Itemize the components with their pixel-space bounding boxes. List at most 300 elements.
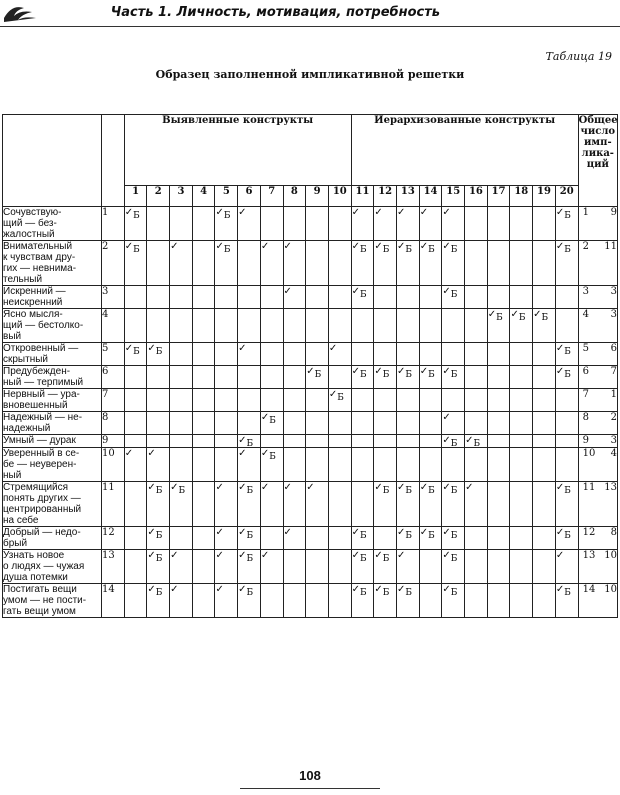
b-mark: Б bbox=[473, 439, 481, 449]
grid-cell bbox=[351, 584, 374, 618]
grid-cell bbox=[351, 482, 374, 527]
check-mark-icon: ✓ bbox=[306, 482, 315, 493]
grid-cell bbox=[147, 389, 170, 412]
grid-cell bbox=[487, 366, 510, 389]
grid-cell bbox=[238, 412, 261, 435]
grid-cell bbox=[397, 207, 420, 241]
grid-cell bbox=[192, 527, 215, 550]
grid-cell bbox=[306, 389, 329, 412]
row-index-repeat: 9 bbox=[582, 435, 589, 446]
row-total: 3 bbox=[610, 435, 617, 446]
b-mark: Б bbox=[564, 588, 571, 598]
total-implications-header bbox=[578, 115, 617, 207]
check-mark-icon: ✓ bbox=[260, 241, 270, 252]
header-rule bbox=[0, 26, 620, 27]
grid-cell bbox=[306, 366, 329, 389]
grid-cell bbox=[306, 550, 329, 584]
grid-cell bbox=[306, 309, 329, 343]
column-number: 19 bbox=[533, 186, 556, 207]
grid-cell bbox=[328, 412, 351, 435]
grid-cell bbox=[374, 389, 397, 412]
total-implications-value bbox=[578, 286, 617, 309]
b-mark: Б bbox=[314, 370, 322, 380]
table-row bbox=[3, 389, 618, 412]
row-index-repeat: 12 bbox=[582, 527, 596, 538]
b-mark: Б bbox=[178, 486, 186, 496]
grid-cell bbox=[510, 309, 533, 343]
grid-cell bbox=[442, 207, 465, 241]
row-total: 13 bbox=[604, 482, 617, 493]
grid-cell bbox=[170, 448, 193, 482]
check-mark-icon: ✓ bbox=[397, 584, 406, 595]
construct-label: Предубежден- ный — терпимый bbox=[3, 366, 102, 389]
check-mark-icon: ✓ bbox=[555, 550, 565, 561]
grid-cell bbox=[419, 207, 442, 241]
grid-cell bbox=[283, 527, 306, 550]
grid-cell bbox=[147, 286, 170, 309]
grid-cell bbox=[283, 448, 306, 482]
grid-cell bbox=[124, 286, 147, 309]
check-mark-icon: ✓ bbox=[238, 343, 247, 354]
grid-cell bbox=[124, 207, 147, 241]
grid-cell bbox=[283, 550, 306, 584]
check-mark-icon: ✓ bbox=[419, 482, 429, 493]
b-mark: Б bbox=[269, 452, 276, 462]
grid-cell bbox=[351, 389, 374, 412]
construct-label: Уверенный в се- бе — неуверен- ный bbox=[3, 448, 102, 482]
b-mark: Б bbox=[382, 370, 390, 380]
b-mark: Б bbox=[133, 211, 140, 221]
grid-cell bbox=[397, 412, 420, 435]
b-mark: Б bbox=[428, 531, 435, 541]
grid-cell bbox=[487, 550, 510, 584]
grid-cell bbox=[351, 241, 374, 286]
check-mark-icon: ✓ bbox=[351, 207, 361, 218]
grid-cell bbox=[124, 309, 147, 343]
b-mark: Б bbox=[246, 531, 254, 541]
grid-cell bbox=[215, 286, 238, 309]
total-implications-value bbox=[578, 366, 617, 389]
table-number-label: Таблица 19 bbox=[545, 50, 612, 63]
construct-index: 6 bbox=[102, 366, 125, 389]
grid-cell bbox=[215, 343, 238, 366]
check-mark-icon: ✓ bbox=[397, 366, 406, 377]
group-revealed-constructs: Выявленные конструкты bbox=[124, 115, 351, 186]
grid-cell bbox=[215, 435, 238, 448]
construct-index: 5 bbox=[102, 343, 125, 366]
grid-cell bbox=[465, 207, 488, 241]
grid-cell bbox=[147, 412, 170, 435]
grid-cell bbox=[238, 435, 261, 448]
grid-cell bbox=[465, 309, 488, 343]
grid-cell bbox=[192, 482, 215, 527]
total-implications-value bbox=[578, 482, 617, 527]
check-mark-icon: ✓ bbox=[170, 241, 179, 252]
check-mark-icon: ✓ bbox=[374, 550, 383, 561]
grid-cell bbox=[351, 286, 374, 309]
grid-cell bbox=[215, 241, 238, 286]
row-total: 1 bbox=[610, 389, 617, 400]
check-mark-icon: ✓ bbox=[283, 527, 292, 538]
check-mark-icon: ✓ bbox=[170, 584, 179, 595]
grid-cell bbox=[351, 366, 374, 389]
b-mark: Б bbox=[155, 486, 163, 496]
column-number: 14 bbox=[419, 186, 442, 207]
check-mark-icon: ✓ bbox=[328, 343, 338, 354]
column-number: 11 bbox=[351, 186, 374, 207]
check-mark-icon: ✓ bbox=[419, 241, 429, 252]
grid-cell bbox=[328, 527, 351, 550]
running-header-title: Часть 1. Личность, мотивация, потребность bbox=[110, 5, 440, 20]
grid-cell bbox=[533, 343, 556, 366]
grid-cell bbox=[397, 389, 420, 412]
b-mark: Б bbox=[246, 588, 254, 598]
check-mark-icon: ✓ bbox=[260, 412, 270, 423]
check-mark-icon: ✓ bbox=[238, 550, 247, 561]
grid-cell bbox=[419, 482, 442, 527]
grid-cell bbox=[419, 412, 442, 435]
grid-cell bbox=[215, 309, 238, 343]
b-mark: Б bbox=[428, 370, 435, 380]
check-mark-icon: ✓ bbox=[442, 550, 451, 561]
total-implications-value bbox=[578, 435, 617, 448]
grid-cell bbox=[555, 207, 578, 241]
check-mark-icon: ✓ bbox=[351, 584, 361, 595]
grid-cell bbox=[283, 366, 306, 389]
grid-cell bbox=[170, 550, 193, 584]
grid-cell bbox=[487, 482, 510, 527]
grid-cell bbox=[260, 584, 283, 618]
construct-label: Ясно мысля- щий — бестолко- вый bbox=[3, 309, 102, 343]
total-implications-value bbox=[578, 207, 617, 241]
grid-cell bbox=[260, 286, 283, 309]
total-implications-value bbox=[578, 448, 617, 482]
b-mark: Б bbox=[496, 313, 503, 323]
grid-cell bbox=[306, 584, 329, 618]
column-number: 3 bbox=[170, 186, 193, 207]
grid-cell bbox=[555, 482, 578, 527]
check-mark-icon: ✓ bbox=[351, 550, 361, 561]
construct-index: 8 bbox=[102, 412, 125, 435]
row-total: 6 bbox=[610, 343, 617, 354]
grid-cell bbox=[170, 366, 193, 389]
grid-cell bbox=[306, 286, 329, 309]
implicative-grid-table bbox=[2, 114, 618, 618]
b-mark: Б bbox=[155, 531, 163, 541]
grid-cell bbox=[374, 435, 397, 448]
grid-cell bbox=[442, 389, 465, 412]
total-implications-value bbox=[578, 584, 617, 618]
grid-cell bbox=[374, 366, 397, 389]
grid-cell bbox=[170, 309, 193, 343]
grid-cell bbox=[533, 241, 556, 286]
check-mark-icon: ✓ bbox=[374, 584, 383, 595]
grid-cell bbox=[465, 366, 488, 389]
grid-cell bbox=[555, 584, 578, 618]
grid-cell bbox=[283, 482, 306, 527]
table-row bbox=[3, 286, 618, 309]
column-number: 9 bbox=[306, 186, 329, 207]
grid-cell bbox=[465, 527, 488, 550]
grid-cell bbox=[442, 412, 465, 435]
construct-label: Стремящийся понять других — центрированный на себе bbox=[3, 482, 102, 527]
total-header-line: число bbox=[580, 126, 616, 137]
grid-cell bbox=[238, 550, 261, 584]
grid-cell bbox=[419, 584, 442, 618]
grid-cell bbox=[260, 343, 283, 366]
check-mark-icon: ✓ bbox=[555, 207, 565, 218]
check-mark-icon: ✓ bbox=[147, 343, 156, 354]
column-number: 13 bbox=[397, 186, 420, 207]
grid-cell bbox=[124, 366, 147, 389]
check-mark-icon: ✓ bbox=[442, 241, 451, 252]
check-mark-icon: ✓ bbox=[124, 241, 134, 252]
b-mark: Б bbox=[541, 313, 549, 323]
grid-cell bbox=[533, 309, 556, 343]
grid-cell bbox=[465, 389, 488, 412]
check-mark-icon: ✓ bbox=[374, 482, 383, 493]
grid-cell bbox=[306, 527, 329, 550]
check-mark-icon: ✓ bbox=[419, 207, 429, 218]
grid-cell bbox=[487, 448, 510, 482]
table-row bbox=[3, 482, 618, 527]
construct-index: 2 bbox=[102, 241, 125, 286]
grid-cell bbox=[374, 286, 397, 309]
b-mark: Б bbox=[450, 531, 458, 541]
grid-cell bbox=[170, 389, 193, 412]
total-implications-value bbox=[578, 309, 617, 343]
grid-cell bbox=[238, 389, 261, 412]
grid-cell bbox=[465, 482, 488, 527]
grid-cell bbox=[260, 241, 283, 286]
b-mark: Б bbox=[133, 245, 140, 255]
grid-cell bbox=[306, 343, 329, 366]
grid-cell bbox=[397, 343, 420, 366]
b-mark: Б bbox=[450, 370, 458, 380]
grid-cell bbox=[510, 482, 533, 527]
check-mark-icon: ✓ bbox=[238, 435, 247, 446]
grid-cell bbox=[442, 482, 465, 527]
grid-cell bbox=[397, 286, 420, 309]
grid-cell bbox=[510, 207, 533, 241]
grid-cell bbox=[397, 527, 420, 550]
grid-cell bbox=[170, 241, 193, 286]
check-mark-icon: ✓ bbox=[215, 527, 224, 538]
grid-cell bbox=[192, 309, 215, 343]
check-mark-icon: ✓ bbox=[238, 448, 247, 459]
grid-cell bbox=[533, 435, 556, 448]
grid-cell bbox=[124, 412, 147, 435]
table-row bbox=[3, 448, 618, 482]
grid-cell bbox=[170, 343, 193, 366]
grid-cell bbox=[192, 550, 215, 584]
check-mark-icon: ✓ bbox=[260, 550, 270, 561]
grid-cell bbox=[170, 412, 193, 435]
grid-cell bbox=[442, 241, 465, 286]
table-row bbox=[3, 343, 618, 366]
corner-cell bbox=[3, 115, 102, 207]
column-number: 18 bbox=[510, 186, 533, 207]
construct-index: 10 bbox=[102, 448, 125, 482]
grid-cell bbox=[192, 286, 215, 309]
grid-cell bbox=[465, 412, 488, 435]
grid-cell bbox=[215, 584, 238, 618]
check-mark-icon: ✓ bbox=[147, 584, 156, 595]
grid-cell bbox=[306, 241, 329, 286]
grid-cell bbox=[124, 527, 147, 550]
check-mark-icon: ✓ bbox=[124, 448, 134, 459]
construct-label: Искренний — неискренний bbox=[3, 286, 102, 309]
check-mark-icon: ✓ bbox=[147, 448, 156, 459]
b-mark: Б bbox=[382, 486, 390, 496]
grid-cell bbox=[238, 286, 261, 309]
check-mark-icon: ✓ bbox=[215, 207, 224, 218]
b-mark: Б bbox=[405, 531, 413, 541]
grid-cell bbox=[351, 448, 374, 482]
grid-cell bbox=[147, 482, 170, 527]
grid-cell bbox=[147, 207, 170, 241]
grid-cell bbox=[374, 527, 397, 550]
construct-index: 7 bbox=[102, 389, 125, 412]
check-mark-icon: ✓ bbox=[147, 550, 156, 561]
grid-cell bbox=[510, 435, 533, 448]
b-mark: Б bbox=[360, 531, 367, 541]
b-mark: Б bbox=[155, 588, 163, 598]
grid-cell bbox=[442, 286, 465, 309]
grid-cell bbox=[555, 448, 578, 482]
check-mark-icon: ✓ bbox=[306, 366, 315, 377]
b-mark: Б bbox=[450, 486, 458, 496]
total-implications-value bbox=[578, 527, 617, 550]
b-mark: Б bbox=[360, 588, 367, 598]
check-mark-icon: ✓ bbox=[170, 550, 179, 561]
grid-cell bbox=[328, 366, 351, 389]
grid-cell bbox=[283, 343, 306, 366]
grid-cell bbox=[442, 366, 465, 389]
check-mark-icon: ✓ bbox=[442, 366, 451, 377]
grid-cell bbox=[306, 448, 329, 482]
check-mark-icon: ✓ bbox=[487, 309, 497, 320]
grid-cell bbox=[533, 412, 556, 435]
grid-cell bbox=[465, 241, 488, 286]
construct-label: Постигать вещи умом — не пости- гать вещи умом bbox=[3, 584, 102, 618]
grid-cell bbox=[510, 412, 533, 435]
grid-cell bbox=[351, 550, 374, 584]
grid-cell bbox=[192, 412, 215, 435]
b-mark: Б bbox=[450, 290, 458, 300]
check-mark-icon: ✓ bbox=[465, 435, 474, 446]
grid-cell bbox=[328, 207, 351, 241]
row-index-repeat: 1 bbox=[582, 207, 589, 218]
check-mark-icon: ✓ bbox=[397, 482, 406, 493]
grid-cell bbox=[510, 584, 533, 618]
grid-cell bbox=[170, 207, 193, 241]
grid-cell bbox=[238, 527, 261, 550]
check-mark-icon: ✓ bbox=[555, 343, 565, 354]
grid-cell bbox=[397, 550, 420, 584]
total-implications-value bbox=[578, 550, 617, 584]
b-mark: Б bbox=[450, 439, 458, 449]
grid-cell bbox=[170, 482, 193, 527]
row-index-repeat: 11 bbox=[582, 482, 596, 493]
grid-cell bbox=[510, 389, 533, 412]
grid-cell bbox=[147, 343, 170, 366]
bird-swoosh-icon bbox=[2, 2, 38, 24]
grid-cell bbox=[487, 343, 510, 366]
grid-cell bbox=[374, 482, 397, 527]
row-total: 11 bbox=[604, 241, 617, 252]
grid-cell bbox=[397, 241, 420, 286]
grid-cell bbox=[533, 550, 556, 584]
grid-cell bbox=[487, 435, 510, 448]
b-mark: Б bbox=[155, 554, 163, 564]
check-mark-icon: ✓ bbox=[215, 482, 224, 493]
grid-cell bbox=[238, 366, 261, 389]
grid-cell bbox=[351, 343, 374, 366]
grid-cell bbox=[192, 389, 215, 412]
grid-cell bbox=[306, 207, 329, 241]
column-number: 15 bbox=[442, 186, 465, 207]
grid-cell bbox=[533, 286, 556, 309]
grid-cell bbox=[328, 584, 351, 618]
check-mark-icon: ✓ bbox=[147, 482, 156, 493]
grid-cell bbox=[260, 448, 283, 482]
row-index-repeat: 6 bbox=[582, 366, 589, 377]
b-mark: Б bbox=[360, 554, 367, 564]
grid-cell bbox=[260, 207, 283, 241]
grid-cell bbox=[328, 448, 351, 482]
row-total: 8 bbox=[610, 527, 617, 538]
b-mark: Б bbox=[405, 245, 413, 255]
check-mark-icon: ✓ bbox=[215, 584, 224, 595]
b-mark: Б bbox=[450, 554, 458, 564]
grid-cell bbox=[283, 241, 306, 286]
column-number: 5 bbox=[215, 186, 238, 207]
grid-cell bbox=[147, 309, 170, 343]
grid-cell bbox=[442, 448, 465, 482]
grid-cell bbox=[533, 527, 556, 550]
row-total: 2 bbox=[610, 412, 617, 423]
grid-cell bbox=[328, 343, 351, 366]
b-mark: Б bbox=[223, 245, 231, 255]
grid-cell bbox=[328, 241, 351, 286]
index-header-cell bbox=[102, 115, 125, 207]
grid-cell bbox=[397, 584, 420, 618]
total-implications-value bbox=[578, 412, 617, 435]
check-mark-icon: ✓ bbox=[442, 412, 451, 423]
grid-cell bbox=[465, 435, 488, 448]
group-hierarchized-constructs: Иерархизованные конструкты bbox=[351, 115, 578, 186]
grid-cell bbox=[238, 207, 261, 241]
grid-cell bbox=[374, 241, 397, 286]
check-mark-icon: ✓ bbox=[442, 584, 451, 595]
check-mark-icon: ✓ bbox=[215, 550, 224, 561]
grid-cell bbox=[215, 366, 238, 389]
row-total: 10 bbox=[604, 584, 617, 595]
total-implications-value bbox=[578, 389, 617, 412]
b-mark: Б bbox=[564, 245, 571, 255]
b-mark: Б bbox=[405, 486, 413, 496]
grid-cell bbox=[306, 482, 329, 527]
construct-label: Надежный — не- надежный bbox=[3, 412, 102, 435]
check-mark-icon: ✓ bbox=[442, 482, 451, 493]
grid-cell bbox=[374, 412, 397, 435]
b-mark: Б bbox=[382, 588, 390, 598]
grid-cell bbox=[260, 412, 283, 435]
grid-cell bbox=[555, 550, 578, 584]
row-total: 3 bbox=[610, 309, 617, 320]
grid-cell bbox=[487, 241, 510, 286]
